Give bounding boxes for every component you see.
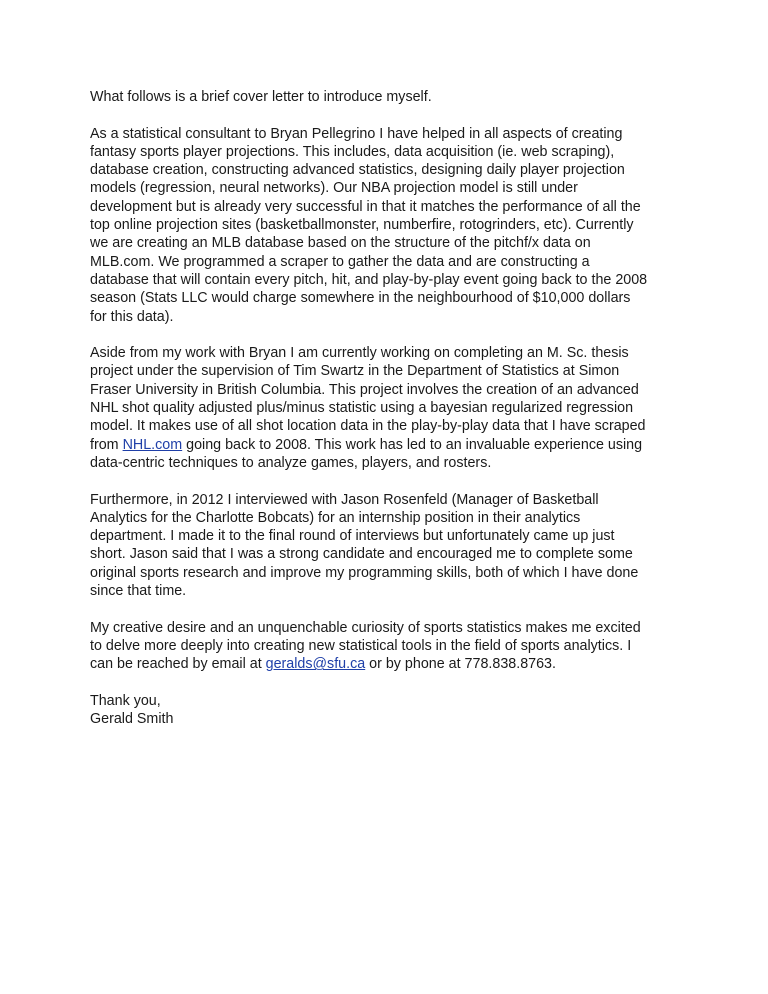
paragraph-line: My creative desire and an unquenchable curiosity of sports statistics makes me excited [90, 619, 641, 636]
paragraph-line: Analytics for the Charlotte Bobcats) for an internship position in their analytics [90, 509, 581, 526]
nhl-link[interactable]: NHL.com [122, 436, 183, 453]
paragraph-line: models (regression, neural networks). Our NBA projection model is still under [90, 180, 578, 197]
paragraph-line: season (Stats LLC would charge somewhere in the neighbourhood of $10,000 dollars [90, 290, 631, 307]
closing: Thank you, [90, 692, 161, 709]
interview-paragraph [90, 491, 690, 601]
paragraph-line: top online projection sites (basketballmonster, numberfire, rotogrinders, etc). Currently [90, 217, 634, 234]
text-before-email: can be reached by email at [90, 656, 266, 673]
contact-paragraph [90, 619, 690, 674]
paragraph-line: As a statistical consultant to Bryan Pellegrino I have helped in all aspects of creating [90, 125, 623, 142]
text-after-link: going back to 2008. This work has led to an invaluable experience using [182, 436, 643, 453]
paragraph-line-with-email [90, 655, 690, 673]
signature-name: Gerald Smith [90, 711, 174, 728]
paragraph-line: database that will contain every pitch, hit, and play-by-play event going back to the 2008 [90, 271, 648, 288]
paragraph-line: data-centric techniques to analyze games, players, and rosters. [90, 454, 492, 471]
paragraph-line: MLB.com. We programmed a scraper to gather the data and are constructing a [90, 253, 590, 270]
intro-paragraph [90, 88, 690, 106]
paragraph-line: department. I made it to the final round of interviews but unfortunately came up just [90, 528, 615, 545]
paragraph-line: project under the supervision of Tim Swartz in the Department of Statistics at Simon [90, 363, 620, 380]
paragraph-line: Fraser University in British Columbia. This project involves the creation of an advanced [90, 381, 639, 398]
paragraph-line: model. It makes use of all shot location data in the play-by-play data that I have scraped [90, 418, 646, 435]
paragraph-line: Furthermore, in 2012 I interviewed with Jason Rosenfeld (Manager of Basketball [90, 491, 599, 508]
paragraph-line-with-link [90, 436, 690, 454]
paragraph-line: we are creating an MLB database based on the structure of the pitchf/x data on [90, 235, 591, 252]
intro-line: What follows is a brief cover letter to introduce myself. [90, 89, 432, 105]
text-after-email: or by phone at 778.838.8763. [365, 656, 556, 673]
paragraph-line: database creation, constructing advanced statistics, designing daily player projection [90, 162, 625, 179]
paragraph-line: original sports research and improve my programming skills, both of which I have done [90, 564, 639, 581]
paragraph-line: short. Jason said that I was a strong candidate and encouraged me to complete some [90, 546, 633, 563]
paragraph-line: fantasy sports player projections. This includes, data acquisition (ie. web scraping), [90, 143, 615, 160]
paragraph-line: NHL shot quality adjusted plus/minus statistic using a bayesian regularized regression [90, 400, 634, 417]
sign-off [90, 692, 690, 729]
paragraph-line: development but is already very successful in that it matches the performance of all the [90, 198, 641, 215]
paragraph-line: Aside from my work with Bryan I am currently working on completing an M. Sc. thesis [90, 345, 629, 362]
consulting-paragraph [90, 125, 690, 326]
thesis-paragraph [90, 344, 690, 472]
email-link[interactable]: geralds@sfu.ca [265, 656, 366, 673]
text-before-link: from [90, 436, 123, 453]
paragraph-line: to delve more deeply into creating new statistical tools in the field of sports analytics. I [90, 637, 632, 654]
paragraph-line: since that time. [90, 583, 187, 600]
cover-letter [90, 88, 690, 747]
paragraph-line: for this data). [90, 308, 174, 325]
